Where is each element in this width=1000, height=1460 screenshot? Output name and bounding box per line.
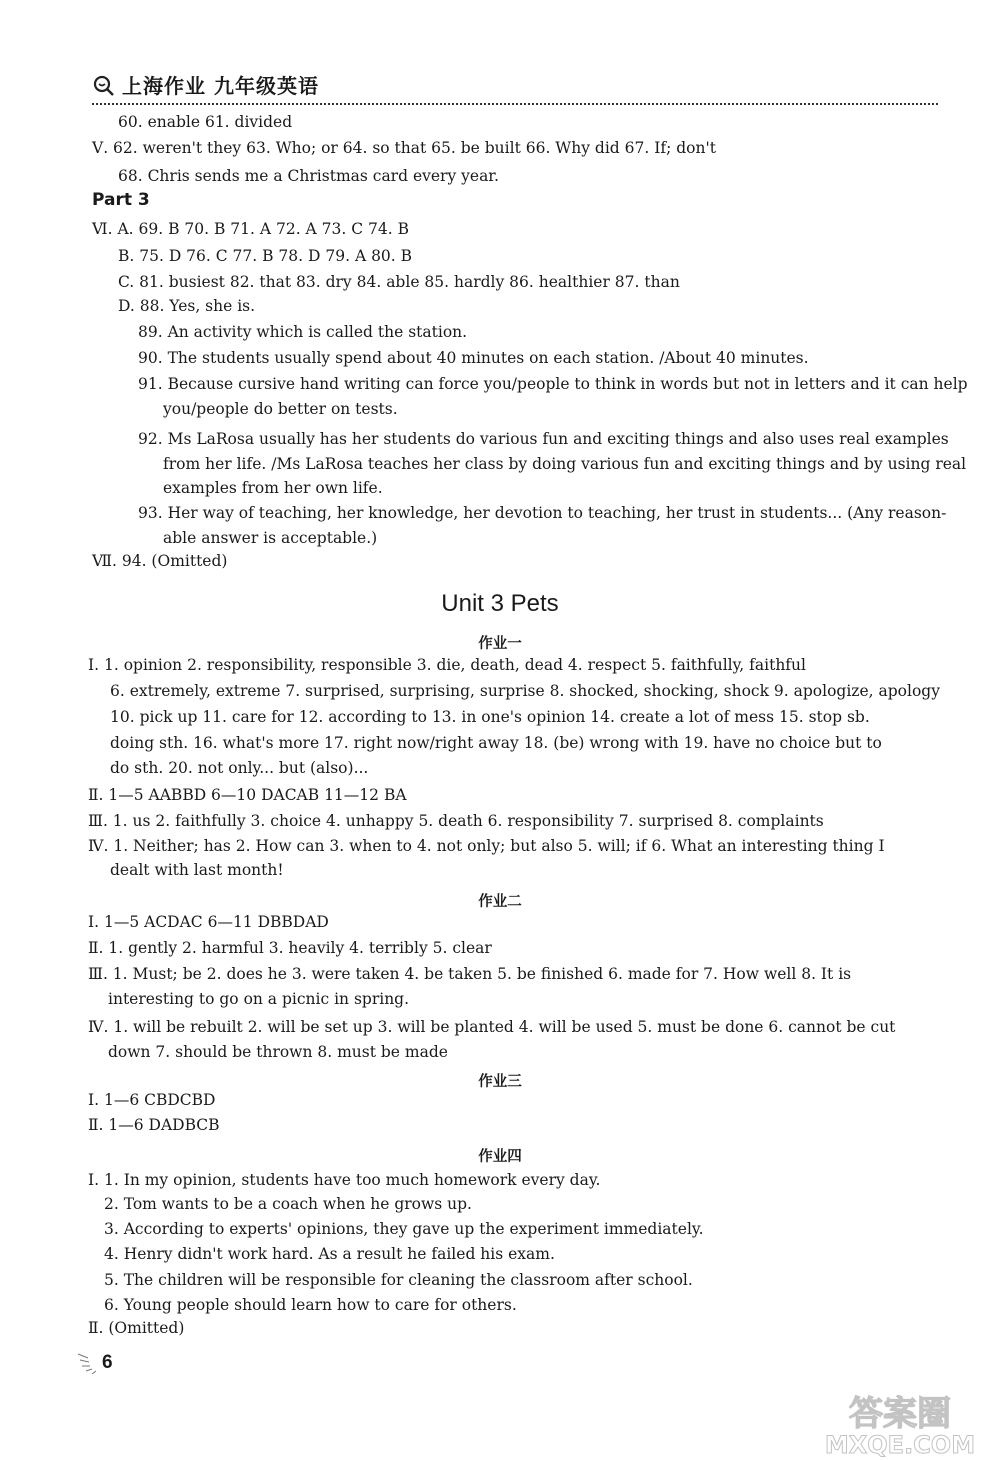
hw2-line-3: Ⅲ. 1. Must; be 2. does he 3. were taken 4. be taken 5. be finished 6. made for 7. How well 8. It is [88, 965, 852, 983]
part3-answer-92-line1: 92. Ms LaRosa usually has her students do various fun and exciting things and also uses real examples [138, 430, 949, 448]
hw4-line-2: 2. Tom wants to be a coach when he grows up. [104, 1195, 472, 1213]
answers-62-67: Ⅴ. 62. weren't they 63. Who; or 64. so that 65. be built 66. Why did 67. If; don't [92, 139, 716, 157]
part3-heading: Part 3 [92, 190, 150, 210]
hw1-line-5: do sth. 20. not only... but (also)... [110, 759, 369, 777]
part3-answer-92-line2: from her life. /Ms LaRosa teaches her class by doing various fun and exciting things and by using real [163, 455, 967, 473]
homework-3-heading: 作业三 [478, 1074, 522, 1090]
header-title: 上海作业 九年级英语 [122, 74, 319, 98]
hw2-line-4: interesting to go on a picnic in spring. [108, 990, 410, 1008]
hw1-line-1: Ⅰ. 1. opinion 2. responsibility, responsible 3. die, death, dead 4. respect 5. faithfully, faithful [88, 656, 806, 674]
hw1-line-4: doing sth. 16. what's more 17. right now/right away 18. (be) wrong with 19. have no choice but to [110, 734, 882, 752]
part3-answer-92-line3: examples from her own life. [163, 479, 383, 497]
hw2-line-5: Ⅳ. 1. will be rebuilt 2. will be set up 3. will be planted 4. will be used 5. must be done 6. cannot be cut [88, 1018, 896, 1036]
page-number: 6 [102, 1352, 113, 1373]
watermark-logo [800, 1385, 1000, 1460]
part3-answer-91-line1: 91. Because cursive hand writing can force you/people to think in words but not in letters and it can help [138, 375, 968, 393]
part3-answer-93-line2: able answer is acceptable.) [163, 529, 378, 547]
hw1-line-3: 10. pick up 11. care for 12. according to 13. in one's opinion 14. create a lot of mess 15. stop sb. [110, 708, 870, 726]
magnifier-icon [92, 73, 116, 97]
part3-answer-90: 90. The students usually spend about 40 minutes on each station. /About 40 minutes. [138, 349, 809, 367]
homework-2-heading: 作业二 [478, 894, 522, 910]
hw2-line-6: down 7. should be thrown 8. must be made [108, 1043, 448, 1061]
hw4-line-4: 4. Henry didn't work hard. As a result he failed his exam. [104, 1245, 555, 1263]
unit-title: Unit 3 Pets [441, 590, 559, 617]
hw2-line-1: Ⅰ. 1—5 ACDAC 6—11 DBBDAD [88, 913, 329, 931]
part3-section-b: B. 75. D 76. C 77. B 78. D 79. A 80. B [118, 247, 413, 265]
hw4-line-6: 6. Young people should learn how to care for others. [104, 1296, 517, 1314]
hw4-line-3: 3. According to experts' opinions, they gave up the experiment immediately. [104, 1220, 704, 1238]
page-header [92, 70, 319, 99]
part3-answer-89: 89. An activity which is called the station. [138, 323, 468, 341]
header-divider [92, 103, 938, 105]
answer-68: 68. Chris sends me a Christmas card every year. [118, 167, 499, 185]
hw4-line-5: 5. The children will be responsible for cleaning the classroom after school. [104, 1271, 693, 1289]
homework-4-heading: 作业四 [478, 1149, 522, 1165]
hw4-line-1: Ⅰ. 1. In my opinion, students have too much homework every day. [88, 1171, 601, 1189]
hw1-line-6: Ⅱ. 1—5 AABBD 6—10 DACAB 11—12 BA [88, 786, 407, 804]
hw1-line-7: Ⅲ. 1. us 2. faithfully 3. choice 4. unhappy 5. death 6. responsibility 7. surprised 8. complaints [88, 812, 824, 830]
part3-answer-91-line2: you/people do better on tests. [163, 400, 398, 418]
hw3-line-1: Ⅰ. 1—6 CBDCBD [88, 1091, 216, 1109]
hw1-line-8: Ⅳ. 1. Neither; has 2. How can 3. when to 4. not only; but also 5. will; if 6. What an interesting thing I [88, 837, 885, 855]
part3-section-a: Ⅵ. A. 69. B 70. B 71. A 72. A 73. C 74. B [92, 220, 410, 238]
svg-text:MXQE.COM: MXQE.COM [824, 1431, 976, 1459]
part3-section-c: C. 81. busiest 82. that 83. dry 84. able 85. hardly 86. healthier 87. than [118, 273, 680, 291]
homework-1-heading: 作业一 [478, 636, 522, 652]
answers-60-61: 60. enable 61. divided [118, 113, 293, 131]
hw1-line-9: dealt with last month! [110, 861, 284, 879]
part3-answer-88: D. 88. Yes, she is. [118, 297, 256, 315]
part3-answer-93-line1: 93. Her way of teaching, her knowledge, her devotion to teaching, her trust in students... (Any reason- [138, 504, 947, 522]
svg-text:答案圈: 答案圈 [849, 1394, 951, 1434]
hw2-line-2: Ⅱ. 1. gently 2. harmful 3. heavily 4. terribly 5. clear [88, 939, 492, 957]
hw4-line-7: Ⅱ. (Omitted) [88, 1319, 185, 1337]
part3-answer-94: Ⅶ. 94. (Omitted) [92, 552, 228, 570]
hw1-line-2: 6. extremely, extreme 7. surprised, surprising, surprise 8. shocked, shocking, shock 9. apologize, apology [110, 682, 940, 700]
hw3-line-2: Ⅱ. 1—6 DADBCB [88, 1116, 220, 1134]
